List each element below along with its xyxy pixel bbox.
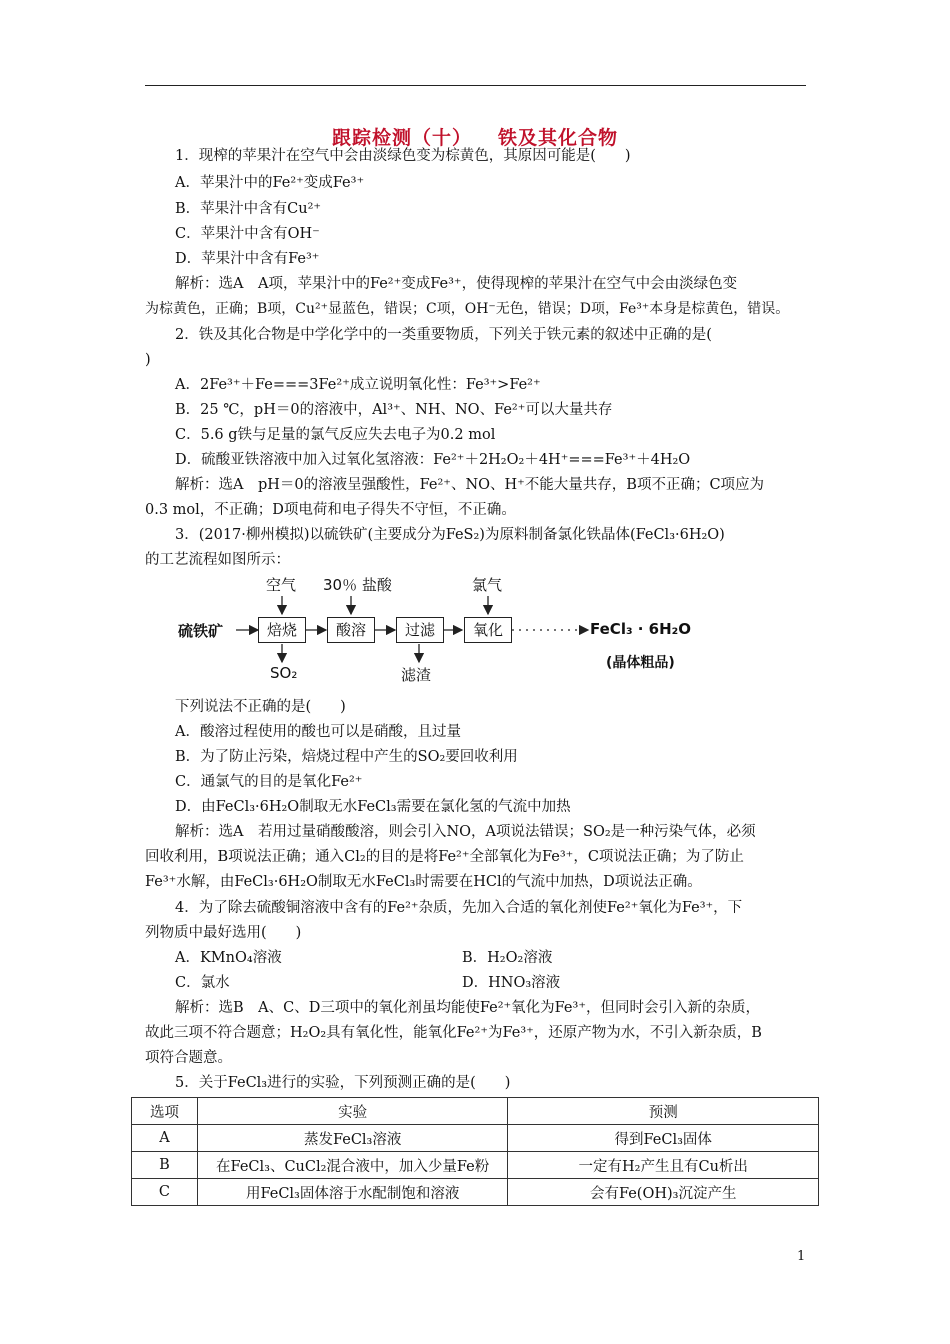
q3-question: 下列说法不正确的是( ) xyxy=(175,699,346,715)
row-experiment: 蒸发FeCl₃溶液 xyxy=(197,1125,508,1152)
q2-analysis-line2: 0.3 mol，不正确；D项电荷和电子得失不守恒，不正确。 xyxy=(145,502,516,518)
q1-option-d: D．苹果汁中含有Fe³⁺ xyxy=(175,251,320,267)
flow-input-chlorine: 氯气 xyxy=(472,576,503,594)
q3-option-b: B．为了防止污染，焙烧过程中产生的SO₂要回收利用 xyxy=(175,749,518,765)
title-main: 跟踪检测（十） xyxy=(331,127,472,149)
process-flow-diagram xyxy=(178,572,738,688)
q2-stem-line2: ) xyxy=(145,352,151,368)
title-sub: 铁及其化合物 xyxy=(498,127,619,149)
q1-stem: 1．现榨的苹果汁在空气中会由淡绿色变为棕黄色，其原因可能是( ) xyxy=(175,148,631,164)
q3-stem-line1: 3．(2017·柳州模拟)以硫铁矿(主要成分为FeS₂)为原料制备氯化铁晶体(FeCl₃·6H₂O) xyxy=(175,527,725,543)
table-header-row xyxy=(132,1098,819,1125)
row-option: B xyxy=(132,1152,198,1179)
q3-option-c: C．通氯气的目的是氧化Fe²⁺ xyxy=(175,774,363,790)
q4-option-a: A．KMnO₄溶液 xyxy=(175,950,282,966)
flow-start-material: 硫铁矿 xyxy=(178,622,224,640)
q2-option-a: A．2Fe³⁺＋Fe===3Fe²⁺成立说明氧化性：Fe³⁺>Fe²⁺ xyxy=(175,377,541,393)
flow-input-hydrochloric-acid: 30％ 盐酸 xyxy=(323,576,392,594)
q4-stem-line1: 4．为了除去硫酸铜溶液中含有的Fe²⁺杂质，先加入合适的氧化剂使Fe²⁺氧化为Fe³⁺，下 xyxy=(175,900,743,916)
q3-option-d: D．由FeCl₃·6H₂O制取无水FeCl₃需要在氯化氢的气流中加热 xyxy=(175,799,571,815)
table-row xyxy=(132,1152,819,1179)
page-number: 1 xyxy=(797,1249,806,1264)
q2-stem-line1: 2．铁及其化合物是中学化学中的一类重要物质，下列关于铁元素的叙述中正确的是( xyxy=(175,327,712,343)
table-row xyxy=(132,1125,819,1152)
q3-analysis-line2: 回收利用，B项说法正确；通入Cl₂的目的是将Fe²⁺全部氧化为Fe³⁺，C项说法正确；为了防止 xyxy=(145,849,744,865)
q1-option-a: A．苹果汁中的Fe²⁺变成Fe³⁺ xyxy=(175,175,365,191)
header-option: 选项 xyxy=(132,1098,198,1125)
q1-analysis-line1: 解析：选A A项，苹果汁中的Fe²⁺变成Fe³⁺，使得现榨的苹果汁在空气中会由淡绿色变 xyxy=(175,276,738,292)
q2-analysis-line1: 解析：选A pH＝0的溶液呈强酸性，Fe²⁺、NO、H⁺不能大量共存，B项不正确；C项应为 xyxy=(175,477,765,493)
q3-analysis-line1: 解析：选A 若用过量硝酸酸溶，则会引入NO，A项说法错误；SO₂是一种污染气体，必须 xyxy=(175,824,756,840)
q4-analysis-line3: 项符合题意。 xyxy=(145,1050,232,1066)
q2-option-b: B．25 ℃，pH＝0的溶液中，Al³⁺、NH、NO、Fe²⁺可以大量共存 xyxy=(175,402,613,418)
q3-analysis-line3: Fe³⁺水解，由FeCl₃·6H₂O制取无水FeCl₃时需要在HCl的气流中加热，D项说法正确。 xyxy=(145,874,702,890)
q2-option-c: C．5.6 g铁与足量的氯气反应失去电子为0.2 mol xyxy=(175,427,496,443)
header-experiment: 实验 xyxy=(197,1098,508,1125)
q3-option-a: A．酸溶过程使用的酸也可以是硝酸，且过量 xyxy=(175,724,461,740)
row-prediction: 一定有H₂产生且有Cu析出 xyxy=(508,1152,819,1179)
q2-option-d: D．硫酸亚铁溶液中加入过氧化氢溶液：Fe²⁺＋2H₂O₂＋4H⁺===Fe³⁺＋4H₂O xyxy=(175,452,691,468)
q1-option-c: C．苹果汁中含有OH⁻ xyxy=(175,226,320,242)
flow-step-roasting: 焙烧 xyxy=(258,617,306,643)
q5-table xyxy=(131,1097,819,1206)
flow-input-air: 空气 xyxy=(266,576,297,594)
q4-option-d: D．HNO₃溶液 xyxy=(462,975,561,991)
q1-analysis-line2: 为棕黄色，正确；B项，Cu²⁺显蓝色，错误；C项，OH⁻无色，错误；D项，Fe³⁺本身是棕黄色，错误。 xyxy=(145,301,790,317)
q4-option-c: C．氯水 xyxy=(175,975,230,991)
row-experiment: 用FeCl₃固体溶于水配制饱和溶液 xyxy=(197,1179,508,1206)
flow-output-residue: 滤渣 xyxy=(401,666,432,684)
q4-analysis-line2: 故此三项不符合题意；H₂O₂具有氧化性，能氧化Fe²⁺为Fe³⁺，还原产物为水，不引入新杂质，B xyxy=(145,1025,762,1041)
q4-option-b: B．H₂O₂溶液 xyxy=(462,950,553,966)
q1-option-b: B．苹果汁中含有Cu²⁺ xyxy=(175,201,322,217)
flow-step-oxidation: 氧化 xyxy=(464,617,512,643)
row-prediction: 会有Fe(OH)₃沉淀产生 xyxy=(508,1179,819,1206)
flow-output-so2: SO₂ xyxy=(270,664,298,682)
table-row xyxy=(132,1179,819,1206)
flow-step-filtering: 过滤 xyxy=(396,617,444,643)
row-option: A xyxy=(132,1125,198,1152)
row-option: C xyxy=(132,1179,198,1206)
row-experiment: 在FeCl₃、CuCl₂混合液中，加入少量Fe粉 xyxy=(197,1152,508,1179)
q4-analysis-line1: 解析：选B A、C、D三项中的氧化剂虽均能使Fe²⁺氧化为Fe³⁺，但同时会引入新的杂质， xyxy=(175,1000,760,1016)
flow-step-acid-dissolving: 酸溶 xyxy=(327,617,375,643)
row-prediction: 得到FeCl₃固体 xyxy=(508,1125,819,1152)
flow-product: FeCl₃ · 6H₂O xyxy=(590,620,691,638)
header-prediction: 预测 xyxy=(508,1098,819,1125)
flow-product-note: (晶体粗品) xyxy=(606,655,675,671)
q3-stem-line2: 的工艺流程如图所示： xyxy=(145,552,290,568)
header-rule xyxy=(145,85,806,86)
q5-stem: 5．关于FeCl₃进行的实验，下列预测正确的是( ) xyxy=(175,1075,511,1091)
q4-stem-line2: 列物质中最好选用( ) xyxy=(145,925,302,941)
